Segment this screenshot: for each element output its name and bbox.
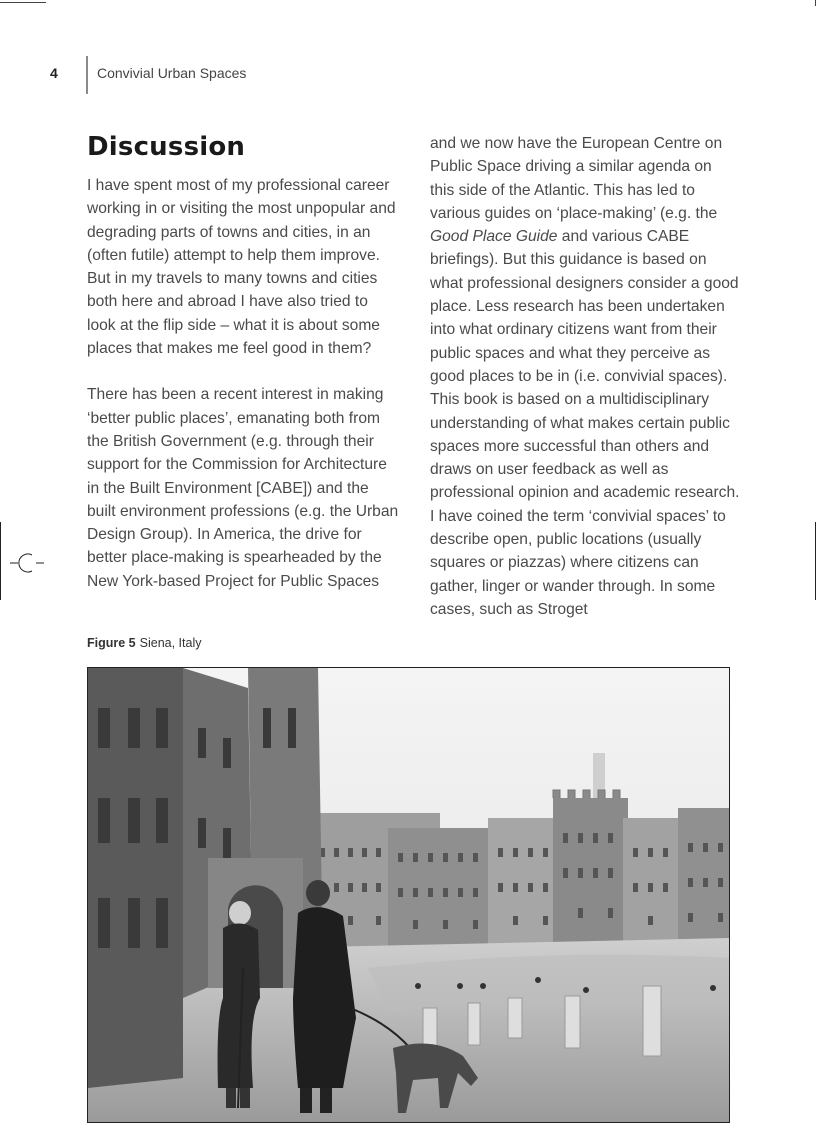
running-header bbox=[0, 56, 816, 96]
crop-mark-top-left bbox=[0, 2, 46, 3]
left-column bbox=[87, 174, 399, 593]
paragraph-3-text-a: and we now have the European Centre on Public Space driving a similar agenda on this side of the Atlantic. This has led to various guides on ‘place-making’ (e.g. the bbox=[430, 135, 723, 222]
section-heading: Discussion bbox=[87, 132, 246, 162]
paragraph-1: I have spent most of my professional career working in or visiting the most unpopular and degrading parts of towns and cities, in an (often futile) attempt to help them improve. But in my travels to many towns and cities both here and abroad I have also tried to look at the flip side – what it is about some places that makes me feel good in them? bbox=[87, 177, 396, 358]
figure-label: Figure 5 bbox=[87, 636, 136, 650]
figure-caption bbox=[87, 636, 201, 650]
figure-caption-text: Siena, Italy bbox=[139, 636, 202, 650]
page-number: 4 bbox=[50, 65, 58, 81]
right-column bbox=[430, 132, 740, 621]
header-divider bbox=[86, 56, 88, 94]
paragraph-2: There has been a recent interest in making ‘better public places’, emanating both from the British Government (e.g. through their support for the Commission for Architecture in the Built Environment [CABE]) and the built environment professions (e.g. the Urban Design Group). In America, the drive for better place-making is spearheaded by the New York-based Project for Public Spaces bbox=[87, 386, 399, 590]
margin-rule-left bbox=[0, 522, 1, 600]
paragraph-3 bbox=[430, 132, 740, 621]
figure-photo bbox=[87, 667, 730, 1123]
registration-mark-icon bbox=[10, 551, 46, 575]
paragraph-3-text-b: and various CABE briefings). But this guidance is based on what professional designers consider a good place. Less research has been undertaken into what ordinary citizens want from their public spaces and what they perceive as good places to be in (i.e. convivial spaces). This book is based on a multidisciplinary understanding of what makes certain public spaces more successful than others and draws on user feedback as well as professional opinion and academic research. I have coined the term ‘convivial spaces’ to describe open, public locations (usually squares or piazzas) where citizens can gather, linger or wander through. In some cases, such as Stroget bbox=[430, 228, 740, 618]
siena-piazza-photo bbox=[88, 668, 730, 1123]
running-title: Convivial Urban Spaces bbox=[97, 65, 247, 81]
book-title: Good Place Guide bbox=[430, 228, 558, 246]
